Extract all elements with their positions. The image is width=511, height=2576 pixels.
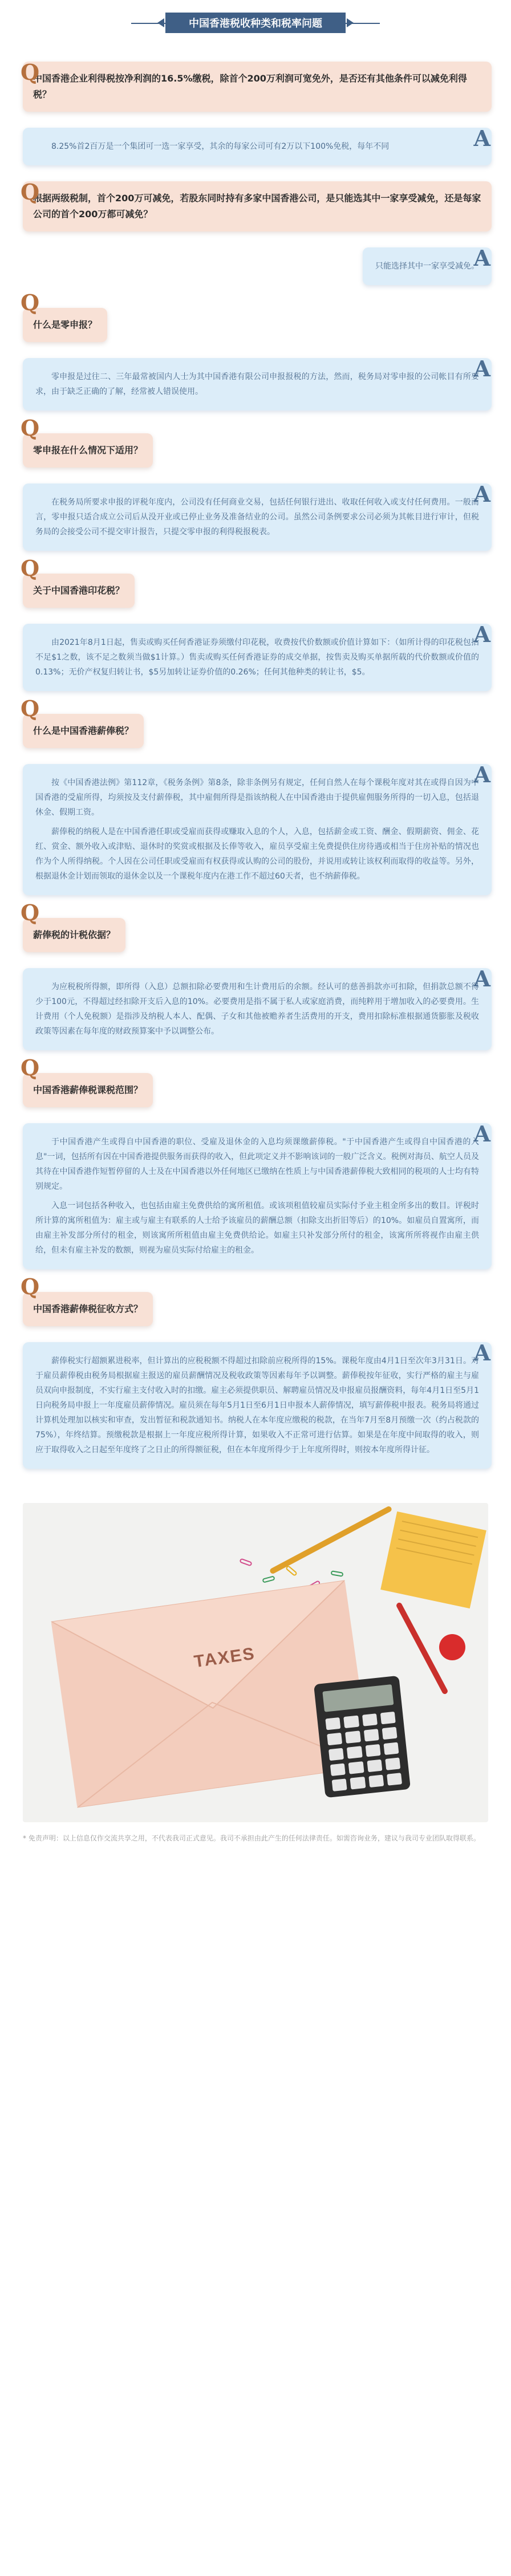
q-letter-icon: Q — [21, 555, 40, 581]
answer-block — [23, 621, 492, 691]
question-block — [21, 59, 492, 112]
sticky-notepad-image — [380, 1512, 486, 1608]
answer-paragraph: 由2021年8月1日起，售卖或购买任何香港证券须缴付印花税，收费按代价数额或价值计算如下：（如所计得的印花税包括不足$1之数，该不足之数须当做$1计算。）售卖或购买任何香港证券的成交单据，按售卖及购买单据所载的代价数额或价值的0.13%；无价产权复归转让书，$5另加转让证券价值的0.26%；任何其他种类的转让书，$5。 — [35, 638, 479, 677]
answer-block — [23, 764, 492, 895]
answer-card — [23, 1342, 492, 1469]
question-text: 关于中国香港印花税？ — [23, 574, 135, 608]
q-letter-icon: Q — [21, 1055, 40, 1080]
a-letter-icon: A — [473, 356, 490, 381]
a-letter-icon: A — [473, 966, 490, 992]
answer-block — [23, 1342, 492, 1469]
pen-cap-image — [439, 1634, 465, 1660]
question-block — [23, 902, 492, 952]
answer-card — [23, 483, 492, 551]
question-text: 中国香港薪俸税征收方式？ — [23, 1292, 153, 1326]
a-letter-icon: A — [473, 125, 490, 151]
question-block — [23, 698, 492, 748]
question-text: 中国香港企业利得税按净利润的16.5%缴税，除首个200万利润可宽免外，是否还有其他条件可以减免利得税？ — [23, 62, 492, 112]
answer-block — [23, 968, 492, 1050]
question-text: 薪俸税的计税依据？ — [23, 918, 125, 952]
answer-card — [23, 1123, 492, 1269]
q-letter-icon: Q — [21, 900, 40, 925]
question-text: 零申报在什么情况下适用？ — [23, 433, 153, 468]
question-text: 什么是零申报？ — [23, 308, 107, 342]
answer-paragraph: 按《中国香港法例》第112章，《税务条例》第8条，除非条例另有规定，任何自然人在每个课税年度对其在或得自因为中国香港的受雇所得，均须按及支付薪俸税，其中雇佣所得是指该纳税人在中国香港由于提供雇佣服务所得的一切入息，包括退休金、假期工资。 — [35, 778, 479, 817]
disclaimer-text: * 免责声明：以上信息仅作交流共享之用，不代表我司正式意见。我司不承担由此产生的任何法律责任。如需咨询业务，建议与我司专业团队取得联系。 — [23, 1834, 480, 1842]
q-letter-icon: Q — [21, 1274, 40, 1299]
answer-block — [23, 358, 492, 411]
a-letter-icon: A — [473, 1340, 490, 1366]
answer-paragraph: 薪俸税的纳税人是在中国香港任职或受雇而获得或赚取入息的个人，入息，包括薪金或工资、酬金、假期薪资、佣金、花红、赏金、额外收入或津贴、退休时的奖赏或根据及长俸等收入，雇员享受雇主免费提供住房待遇或相当于住房补贴的情况也作为个人所得纳税。个人因在公司任职或受雇而有权获得或认购的公司的股份，并说用或转让该权利而取得的收益等。另外，根据退休金计划而领取的退休金以及一个课税年度内在港工作不超过60天者，也不纳薪俸税。 — [35, 827, 479, 881]
answer-paragraph: 8.25%首2百万是一个集团可一选一家享受，其余的每家公司可有2万以下100%免税，每年不同 — [51, 142, 390, 151]
question-block — [23, 417, 492, 468]
page-title: 中国香港税收种类和税率问题 — [165, 13, 346, 33]
answer-card — [23, 621, 492, 691]
q-letter-icon: Q — [21, 415, 40, 441]
answer-block — [23, 483, 492, 551]
answer-card — [23, 764, 492, 895]
answer-paragraph: 入息一词包括各种收入，也包括由雇主免费供给的寓所租值。或该项租值较雇员实际付予业主租金所多出的数目。评税时所计算的寓所租值为：雇主或与雇主有联系的人士给予该雇员的薪酬总额（扣除支出折旧等后）的10%。如雇员自置寓所，而由雇主补发部分所付的租金，则该寓所所租值由雇主免费供给论。如雇主只补发部分所付的租金，该寓所所将视作由雇主供给，但未有雇主补发的数额，则视为雇员实际付给雇主的租金。 — [35, 1201, 479, 1255]
a-letter-icon: A — [473, 1121, 490, 1147]
a-letter-icon: A — [473, 621, 490, 647]
answer-paragraph: 薪俸税实行超额累进税率，但计算出的应税税额不得超过扣除前应税所得的15%。课税年度由4月1日至次年3月31日。对于雇员薪俸税由税务局根据雇主报送的雇员薪酬情况及税收政策等因素每年予以调整。薪俸税按年征收，实行严格的雇主与雇员双向申报制度，不实行雇主支付收入时的扣缴。雇主必须提供职员、解聘雇员情况及申报雇员报酬资料，每年4月1日至5月1日向税务局申报上一年度雇员薪俸情况。雇员须在每年5月1日至6月1日申报本人薪俸情况，填写薪俸税申报表。税务局将通过计算机处理加以核实和审查，发出暂征和税款通知书。纳税人在本年度应缴税的税款，在当年7月至8月预缴一次（约占税款的75%），年终结算。预缴税款是根据上一年度应税所得计算，如果收入不正常可进行估算。如果是在年度中间取得的收入，则应于取得收入之日起至年度终了之日止的所得额征税，但在本年度所得少于上年度所得时，则按本年度所得计征。 — [35, 1356, 479, 1454]
question-block — [23, 1276, 492, 1326]
taxes-illustration — [23, 1503, 488, 1822]
q-letter-icon: Q — [21, 696, 40, 721]
title-banner-area — [0, 0, 511, 46]
answer-card — [23, 358, 492, 411]
answer-card — [363, 247, 492, 285]
answer-paragraph: 为应税税所得额，即所得（入息）总额扣除必要费用和生计费用后的余额。经认可的慈善捐款亦可扣除，但捐款总额不得少于100元，不得超过经扣除开支后入息的10%。必要费用是指不属于私人或家庭消费，而纯粹用于增加收入的必要费用。生计费用（个人免税额）是指涉及纳税人本人、配偶、子女和其他被赡养者生活费用的开支，费用扣除标准根据通货膨胀及税收政策等因素在每年度的财政预算案中予以调整公布。 — [35, 982, 479, 1036]
answer-card — [23, 968, 492, 1050]
answer-block — [23, 1123, 492, 1269]
a-letter-icon: A — [473, 481, 490, 507]
answer-block — [23, 125, 492, 165]
answer-paragraph: 在税务局所要求申报的评税年度内，公司没有任何商业交易，包括任何银行进出、收取任何收入或支付任何费用。一般而言，零申报只适合成立公司后从没开业或已停止业务及准备结业的公司。虽然公司条例要求公司必须为其帐目进行审计，但税务局的会接受公司不提交审计报告，只提交零申报的利得税报税表。 — [35, 498, 479, 537]
question-block — [21, 555, 492, 608]
question-block — [23, 292, 492, 342]
question-block — [23, 181, 492, 231]
question-text: 中国香港薪俸税课税范围？ — [23, 1073, 153, 1107]
answer-paragraph: 只能选择其中一家享受减免。 — [375, 262, 479, 271]
a-letter-icon: A — [473, 762, 490, 787]
paper-clip-image — [285, 1565, 298, 1577]
question-block — [23, 1057, 492, 1107]
paper-clip-image — [330, 1570, 343, 1577]
answer-block — [23, 247, 492, 285]
q-letter-icon: Q — [21, 290, 40, 315]
pencil-image — [269, 1505, 393, 1575]
paper-clip-image — [239, 1558, 252, 1566]
answer-paragraph: 于中国香港产生或得自中国香港的职位、受雇及退休金的入息均须课缴薪俸税。"于中国香港产生或得自中国香港的入息"一词，包括所有因在中国香港提供服务而获得的收入，但此项定义并不影响该词的一般广泛含义。税例对海员、航空人员及其待在中国香港作短暂停留的人士及在中国香港以外任何地区已缴纳在性质上与中国香港薪俸税大致相同的税项的人士均有特别规定。 — [35, 1137, 479, 1191]
q-letter-icon: Q — [21, 179, 40, 205]
calculator-image — [314, 1676, 411, 1798]
question-text: 根据两级税制，首个200万可减免，若股东同时持有多家中国香港公司，是只能选其中一家享受减免，还是每家公司的首个200万都可减免？ — [23, 181, 492, 231]
paper-clip-image — [262, 1575, 275, 1583]
a-letter-icon: A — [473, 245, 490, 271]
question-text: 什么是中国香港薪俸税？ — [23, 714, 144, 748]
answer-card — [23, 125, 492, 165]
q-letter-icon: Q — [21, 59, 40, 85]
taxes-label: TAXES — [193, 1644, 257, 1672]
answer-paragraph: 零申报是过往二、三年最常被国内人士为其中国香港有限公司申报报税的方法，然而，税务局对零申报的公司帐目有所要求，由于缺乏正确的了解，经常被人错误使用。 — [35, 372, 479, 396]
